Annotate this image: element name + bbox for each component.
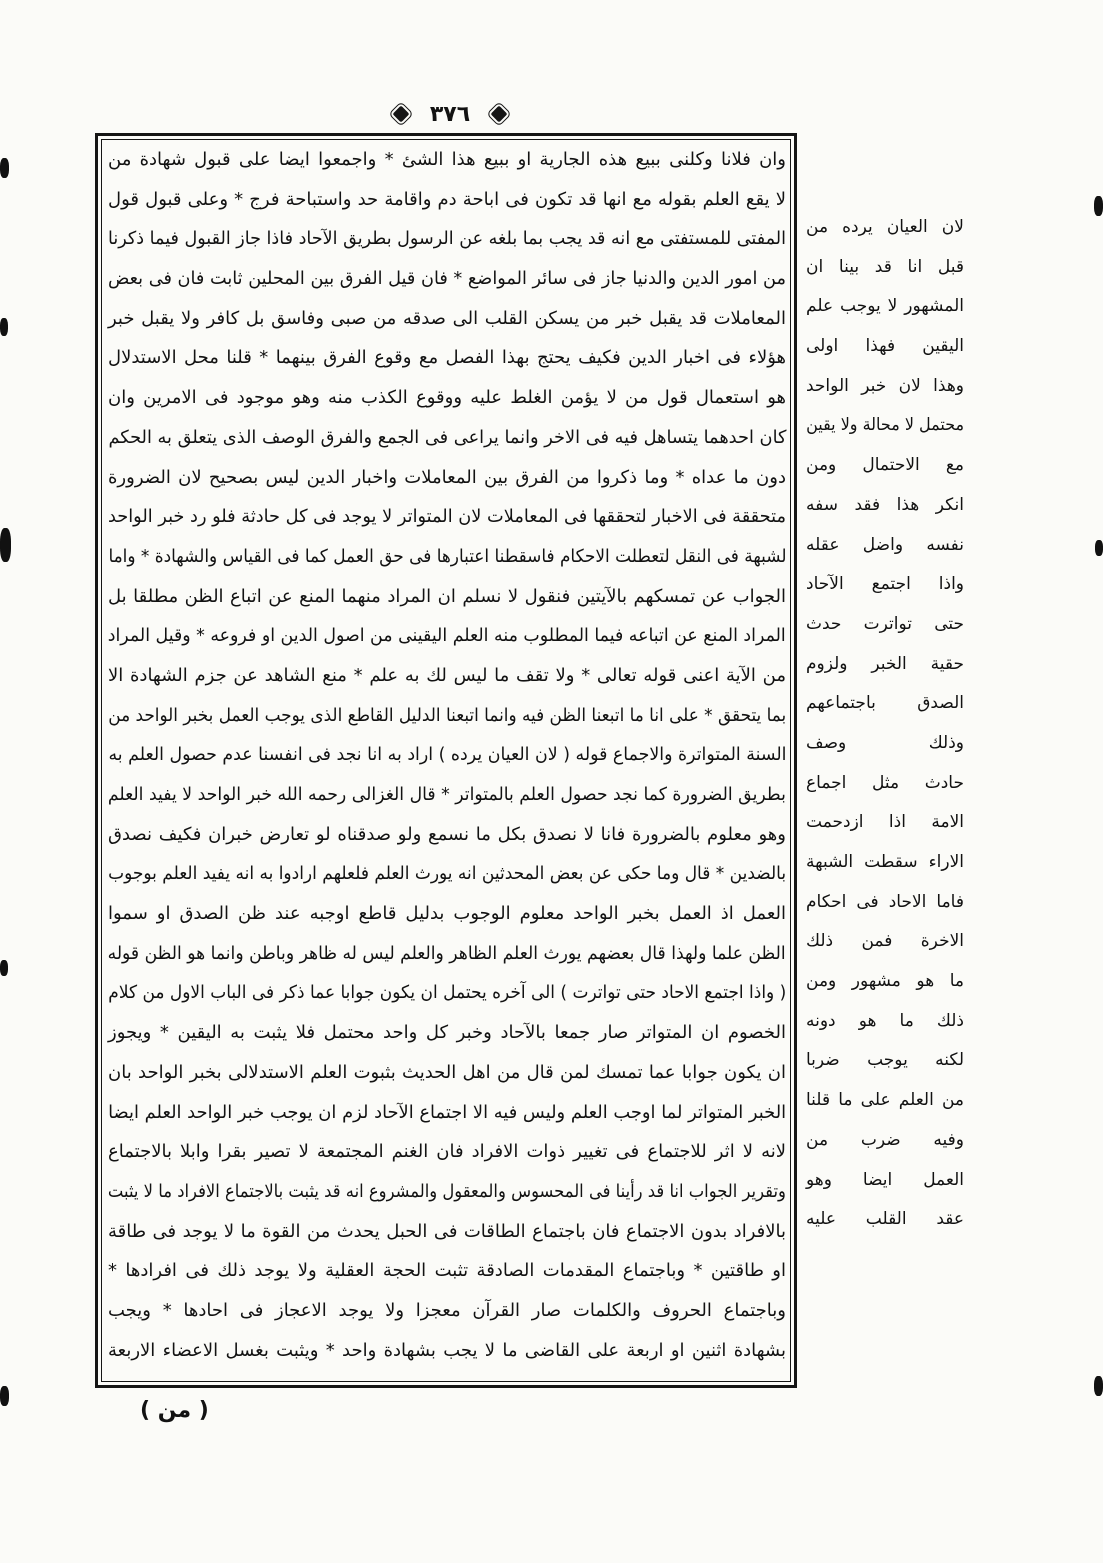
margin-commentary-line (806, 724, 964, 764)
margin-commentary-line (806, 248, 964, 288)
main-text-line (108, 140, 786, 180)
margin-commentary-line (806, 287, 964, 327)
main-text-line-text: لا يقع العلم بقوله مع انها قد تكون فى اباحة دم واقامة حد واستباحة فرج * وعلى قبول قول (108, 188, 786, 210)
margin-commentary-line-text: ذلك ما هو دونه (806, 1010, 964, 1031)
main-text-line (108, 537, 786, 577)
margin-commentary-line-text: محتمل لا محالة ولا يقين (806, 415, 964, 436)
main-text-line-text: الخصوم ان المتواتر صار جمعا بالآحاد وخبر كل واحد محتمل فلا يثبت به اليقين * ويجوز (108, 1022, 786, 1044)
main-text-line-text: ان يكون جوابا عما تمسك لمن قال من اهل الحديث بثبوت العلم الاستدلالى بخبر الواحد بان (108, 1061, 786, 1083)
margin-commentary-line (806, 486, 964, 526)
margin-commentary-line-text: حقية الخبر ولزوم (806, 653, 964, 674)
margin-commentary-line (806, 922, 964, 962)
main-text-line-text: الظن علما ولهذا قال بعضهم يورث العلم الظاهر والعلم ليس له ظاهر وباطن وانما هو الظن قوله (108, 942, 786, 964)
margin-commentary-line (806, 962, 964, 1002)
margin-commentary-line (806, 367, 964, 407)
margin-commentary-line (806, 1002, 964, 1042)
main-text-line (108, 219, 786, 259)
margin-commentary-line-text: واذا اجتمع الآحاد (806, 574, 964, 595)
main-text-line-text: المراد المنع عن اتباعه فيما المطلوب منه العلم اليقينى من اصول الدين او فروعه * وقيل المراد (108, 625, 786, 647)
margin-commentary-line-text: فاما الاحاد فى احكام (806, 891, 964, 912)
margin-commentary-line-text: من العلم على ما قلنا (806, 1090, 964, 1111)
page-header (395, 96, 505, 132)
page-number: ٣٧٦ (429, 101, 471, 127)
main-text-line-text: الجواب عن تمسكهم بالآيتين فنقول لا نسلم ان المراد منهما المنع عن اتباع الظن مطلقا بل (108, 585, 786, 607)
margin-commentary-line-text: اليقين فهذا اولى (806, 336, 964, 357)
main-text-line-text: هؤلاء فى اخبار الدين فكيف يحتج بهذا الفصل مع وقوع الفرق بينهما * قلنا محل الاستدلال (108, 347, 786, 369)
main-text-line-text: او طاقتين * وباجتماع المقدمات الصادقة تثبت الحجة العقلية ولا يوجد ذلك فى افرادها * (108, 1260, 786, 1282)
ornament-left (393, 106, 410, 123)
margin-commentary-column (806, 208, 964, 1240)
margin-commentary-line (806, 208, 964, 248)
main-text-line-text: دون ما عداه * وما ذكروا من الفرق بين المعاملات واخبار الدين ليس بصحيح لان الضرورة (108, 466, 786, 488)
scan-mark (0, 1386, 9, 1406)
main-text-line (108, 1331, 786, 1371)
margin-commentary-line-text: حتى تواترت حدث (806, 613, 964, 634)
main-text-line-text: وتقرير الجواب انا قد رأينا فى المحسوس والمعقول والمشروع انه قد يثبت بالاجتماع الافراد ما لا يثبت (108, 1180, 786, 1202)
margin-commentary-line-text: عقد القلب عليه (806, 1209, 964, 1230)
margin-commentary-line (806, 684, 964, 724)
catchword: ( من ) (140, 1398, 209, 1423)
margin-commentary-line-text: قبل انا قد بينا ان (806, 256, 964, 277)
main-text-line (108, 1132, 786, 1172)
main-text-line (108, 497, 786, 537)
ornament-right (490, 106, 507, 123)
main-text-line-text: من الآية اعنى قوله تعالى * ولا تقف ما ليس لك به علم * منع الشاهد عن جزم الشهادة الا (108, 664, 786, 686)
margin-commentary-line (806, 1161, 964, 1201)
margin-commentary-line (806, 327, 964, 367)
margin-commentary-line (806, 526, 964, 566)
margin-commentary-line-text: المشهور لا يوجب علم (806, 296, 964, 317)
main-text-line (108, 458, 786, 498)
main-text-line-text: العمل اذ العمل بخبر الواحد معلوم الوجوب بدليل قاطع اوجبه عند ظن الصدق او سموا (108, 903, 786, 925)
main-text-line-text: بالافراد بدون الاجتماع فان باجتماع الطاقات فى الحبل يحدث من القوة ما لا يوجد فى طاقة (108, 1220, 786, 1242)
margin-commentary-line-text: لكنه يوجب ضربا (806, 1050, 964, 1071)
main-text-line (108, 775, 786, 815)
margin-commentary-line-text: العمل ايضا وهو (806, 1169, 964, 1190)
main-text-line (108, 1172, 786, 1212)
margin-commentary-line-text: الاراء سقطت الشبهة (806, 852, 964, 872)
main-text-line-text: المعاملات قد يقبل خبر من يسكن القلب الى صدقه من صبى وفاسق بل كافر ولا يقبل خبر (108, 307, 786, 329)
scan-mark (0, 528, 11, 562)
main-text-line-text: ( واذا اجتمع الاحاد حتى تواترت ) الى آخره يحتمل ان يكون جوابا عما ذكر فى الباب الاول من كلام (108, 982, 786, 1004)
scan-mark (0, 960, 8, 976)
main-text-line-text: بالضدين * قال وما حكى عن بعض المحدثين انه يورث العلم فلعلهم ارادوا به انه يفيد العلم بوجوب (108, 863, 786, 885)
main-text-line (108, 1291, 786, 1331)
main-text-line-text: وباجتماع الحروف والكلمات صار القرآن معجزا ولا يوجد الاعجاز فى احادها * ويجب (108, 1299, 786, 1321)
main-text-line (108, 815, 786, 855)
margin-commentary-line-text: الصدق باجتماعهم (806, 693, 964, 714)
main-text-line-text: الخبر المتواتر لما اوجب العلم وليس فيه الا اجتماع الآحاد لزم ان يوجب خبر الواحد العلم ايضا (108, 1101, 786, 1123)
margin-commentary-line (806, 843, 964, 883)
main-text-line (108, 735, 786, 775)
main-text-line (108, 616, 786, 656)
main-text-line-text: من امور الدين والدنيا جاز فى سائر المواضع * فان قيل الفرق بين المحلين ثابت فان فى بعض (108, 268, 786, 290)
main-text-line-text: بشهادة اثنين او اربعة على القاضى ما لا يجب بشهادة واحد * ويثبت بغسل الاعضاء الاربعة (108, 1339, 786, 1361)
main-text-line (108, 378, 786, 418)
main-text-line (108, 894, 786, 934)
main-text-line (108, 259, 786, 299)
main-text-line (108, 1212, 786, 1252)
margin-commentary-line (806, 406, 964, 446)
margin-commentary-line (806, 1121, 964, 1161)
margin-commentary-line-text: وذلك وصف (806, 732, 964, 753)
main-text-line-text: السنة المتواترة والاجماع قوله ( لان العيان يرده ) اراد به انا نجد فى انفسنا عدم حصول العلم به (108, 744, 786, 766)
main-text-line (108, 180, 786, 220)
main-text-line (108, 656, 786, 696)
main-text-column (108, 140, 786, 1370)
margin-commentary-line-text: نفسه واضل عقله (806, 534, 964, 555)
main-text-line-text: وهو معلوم بالضرورة فانا لا نصدق بكل ما نسمع ولو صدقناه لو تعارض خبران فكيف نصدق (108, 823, 786, 845)
main-text-line (108, 973, 786, 1013)
margin-commentary-line (806, 1081, 964, 1121)
main-text-line-text: متحققة فى الاخبار لتحققها فى المعاملات لان المتواتر لا يوجد فى كل حادثة فلو رد خبر الواحد (108, 506, 786, 528)
margin-commentary-line (806, 883, 964, 923)
margin-commentary-line (806, 1200, 964, 1240)
margin-commentary-line-text: لان العيان يرده من (806, 217, 964, 237)
margin-commentary-line (806, 446, 964, 486)
margin-commentary-line-text: ما هو مشهور ومن (806, 971, 964, 992)
margin-commentary-line-text: الامة اذا ازدحمت (806, 812, 964, 833)
main-text-line-text: بطريق الضرورة كما نجد حصول العلم بالمتواتر * قال الغزالى رحمه الله خبر الواحد لا يفيد العلم (108, 784, 786, 805)
main-text-line (108, 1093, 786, 1133)
main-text-line-text: المفتى للمستفتى مع انه قد يجب بما بلغه عن الرسول بطريق الآحاد فاذا جاز القبول فيما ذكرنا (108, 228, 786, 250)
scan-mark (1095, 540, 1103, 556)
margin-commentary-line-text: وفيه ضرب من (806, 1129, 964, 1150)
main-text-line-text: وان فلانا وكلنى ببيع هذه الجارية او ببيع هذا الشئ * واجمعوا ايضا على قبول شهادة من (108, 149, 786, 170)
margin-commentary-line (806, 565, 964, 605)
margin-commentary-line (806, 645, 964, 685)
main-text-line (108, 1053, 786, 1093)
margin-commentary-line-text: الاخرة فمن ذلك (806, 931, 964, 952)
main-text-line (108, 299, 786, 339)
main-text-line (108, 418, 786, 458)
main-text-line (108, 1013, 786, 1053)
main-text-line-text: كان احدهما يتساهل فيه فى الاخر وانما يراعى فى الجمع والفرق الوصف الذى يتعلق به الحكم (108, 426, 786, 448)
scan-mark (1094, 196, 1103, 216)
scan-mark (0, 158, 9, 178)
margin-commentary-line (806, 764, 964, 804)
main-text-line (108, 854, 786, 894)
main-text-line-text: لانه لا اثر للاجتماع فى تغيير ذوات الافراد فان الغنم المجتمعة لا تصير بقرا وابلا بالاجتماع (108, 1141, 786, 1163)
margin-commentary-line-text: حادث مثل اجماع (806, 772, 964, 793)
main-text-line-text: هو استعمال قول من لا يؤمن الغلط عليه ووقوع الكذب منه وهو موجود فى الامرين وان (108, 387, 786, 409)
main-text-line (108, 696, 786, 736)
margin-commentary-line-text: وهذا لان خبر الواحد (806, 375, 964, 396)
main-text-line-text: لشبهة فى النقل لتعطلت الاحكام فاسقطنا اعتبارها فى حق العمل كما فى القياس والشهادة * واما (108, 545, 786, 567)
margin-commentary-line (806, 803, 964, 843)
scan-mark (0, 318, 8, 336)
main-text-line (108, 1251, 786, 1291)
main-text-line-text: بما يتحقق * على انا ما اتبعنا الظن فيه وانما اتبعنا الدليل القاطع الذى يوجب العمل بخبر الواحد من (108, 704, 786, 726)
main-text-line (108, 577, 786, 617)
margin-commentary-line-text: مع الاحتمال ومن (806, 455, 964, 476)
margin-commentary-line (806, 605, 964, 645)
main-text-line (108, 338, 786, 378)
main-text-line (108, 934, 786, 974)
margin-commentary-line-text: انكر هذا فقد سفه (806, 494, 964, 515)
margin-commentary-line (806, 1041, 964, 1081)
scan-mark (1094, 1376, 1103, 1396)
